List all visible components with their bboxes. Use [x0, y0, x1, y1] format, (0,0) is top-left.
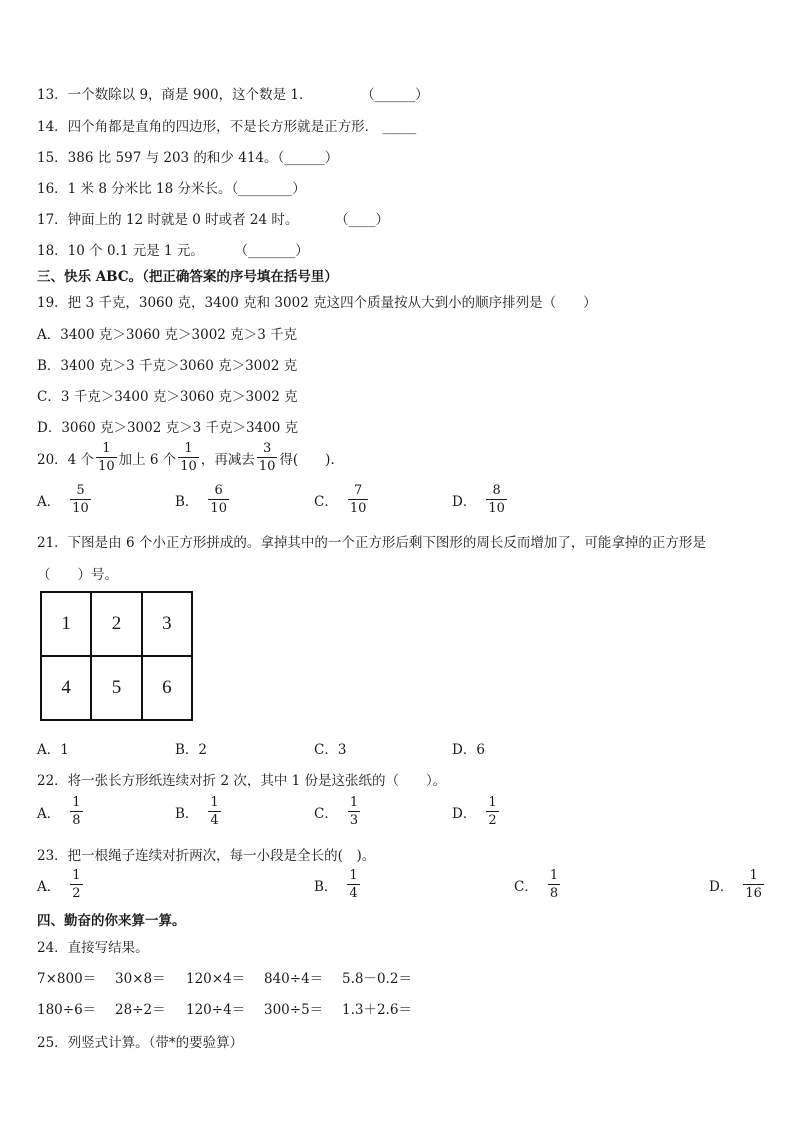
calc-item: 28÷2＝ — [115, 1002, 166, 1018]
question-20-stem — [37, 442, 335, 473]
question-17-text: 17．钟面上的 12 时就是 0 时或者 24 时。 — [37, 212, 299, 228]
question-18 — [37, 239, 309, 259]
question-21-option-c[interactable]: C．3 — [314, 742, 347, 758]
question-18-text: 18．10 个 0.1 元是 1 元。 — [37, 243, 204, 259]
question-25-stem: 25．列竖式计算。（带*的要验算） — [37, 1035, 244, 1051]
question-14 — [37, 115, 416, 135]
question-13-text: 13．一个数除以 9，商是 900，这个数是 1． — [37, 87, 313, 103]
square-1: 1 — [41, 592, 91, 656]
question-18-answer-blank[interactable]: （_______） — [234, 243, 309, 259]
square-5: 5 — [91, 656, 141, 720]
question-14-answer-blank[interactable]: _____ — [382, 119, 417, 135]
question-22-option-c[interactable]: C． $\frac{1}{3}$ — [314, 795, 359, 828]
question-19-option-a[interactable]: A．3400 克＞3060 克＞3002 克＞3 千克 — [37, 327, 298, 343]
question-23-option-d[interactable]: D． $\frac{1}{16}$ — [709, 868, 762, 901]
question-17 — [37, 208, 389, 228]
question-24-stem: 24．直接写结果。 — [37, 940, 149, 956]
question-13-answer-blank[interactable]: （______） — [361, 87, 429, 103]
question-23-option-b[interactable]: B． $\frac{1}{4}$ — [314, 868, 358, 901]
calc-item: 300÷5＝ — [264, 1002, 324, 1018]
question-15 — [37, 146, 338, 166]
question-20-text-part: 加上 6 个 — [118, 451, 177, 468]
section-4-heading: 四、勤奋的你来算一算。 — [37, 913, 186, 929]
question-23-stem: 23．把一根绳子连续对折两次，每一小段是全长的( )。 — [37, 848, 376, 864]
section-3-heading: 三、快乐 ABC。（把正确答案的序号填在括号里） — [37, 269, 338, 285]
question-21-stem-line-1: 21．下图是由 6 个小正方形拼成的。拿掉其中的一个正方形后剩下图形的周长反而增加了，可能拿掉的正方形是 — [37, 535, 706, 551]
question-23-option-c[interactable]: C． $\frac{1}{8}$ — [514, 868, 559, 901]
question-15-text: 15．386 比 597 与 203 的和少 414。 — [37, 150, 278, 166]
question-20-text-part: 得( ). — [279, 451, 335, 468]
question-22-option-d[interactable]: D． $\frac{1}{2}$ — [452, 795, 497, 828]
six-square-figure — [40, 591, 193, 721]
square-3: 3 — [142, 592, 192, 656]
square-6: 6 — [142, 656, 192, 720]
question-20-option-b[interactable]: B． $\frac{6}{10}$ — [175, 483, 227, 516]
question-19-option-b[interactable]: B．3400 克＞3 千克＞3060 克＞3002 克 — [37, 358, 298, 374]
question-21-option-d[interactable]: D．6 — [452, 742, 485, 758]
question-16-text: 16．1 米 8 分米比 18 分米长。 — [37, 181, 232, 197]
question-15-answer-blank[interactable]: （______） — [277, 150, 339, 166]
calc-item: 30×8＝ — [115, 971, 166, 987]
calc-item: 5.8－0.2＝ — [342, 971, 412, 987]
question-19-stem: 19．把 3 千克，3060 克，3400 克和 3002 克这四个质量按从大到小的顺序排列是（ ） — [37, 295, 597, 311]
question-21-stem-line-2: （ ）号。 — [37, 567, 118, 583]
question-20-option-c[interactable]: C． $\frac{7}{10}$ — [314, 483, 367, 516]
square-4: 4 — [41, 656, 91, 720]
question-22-option-b[interactable]: B． $\frac{1}{4}$ — [175, 795, 219, 828]
question-22-stem: 22．将一张长方形纸连续对折 2 次，其中 1 份是这张纸的（ ）。 — [37, 773, 447, 789]
question-16 — [37, 177, 306, 197]
calc-item: 1.3＋2.6＝ — [342, 1002, 412, 1018]
fraction: $\frac{3}{10}$ — [258, 441, 276, 474]
calc-item: 7×800＝ — [37, 971, 97, 987]
question-13 — [37, 83, 429, 103]
question-20-option-a[interactable]: A． $\frac{5}{10}$ — [37, 483, 89, 516]
question-20-text-part: ，再减去 — [200, 451, 255, 468]
question-20-text-part: 20．4 个 — [37, 451, 95, 468]
calc-item: 840÷4＝ — [264, 971, 324, 987]
question-14-text: 14．四个角都是直角的四边形，不是长方形就是正方形． — [37, 119, 379, 135]
calc-item: 120÷4＝ — [186, 1002, 246, 1018]
square-2: 2 — [91, 592, 141, 656]
question-17-answer-blank[interactable]: （____） — [334, 212, 389, 228]
question-19-option-c[interactable]: C．3 千克＞3400 克＞3060 克＞3002 克 — [37, 389, 298, 405]
question-16-answer-blank[interactable]: （________） — [231, 181, 306, 197]
question-19-option-d[interactable]: D．3060 克＞3002 克＞3 千克＞3400 克 — [37, 420, 299, 436]
calc-item: 180÷6＝ — [37, 1002, 97, 1018]
fraction: $\frac{1}{10}$ — [98, 441, 115, 474]
question-20-option-d[interactable]: D． $\frac{8}{10}$ — [452, 483, 505, 516]
question-23-option-a[interactable]: A． $\frac{1}{2}$ — [37, 868, 81, 901]
calc-item: 120×4＝ — [186, 971, 246, 987]
question-21-option-a[interactable]: A．1 — [37, 742, 69, 758]
question-22-option-a[interactable]: A． $\frac{1}{8}$ — [37, 795, 81, 828]
fraction: $\frac{1}{10}$ — [180, 441, 197, 474]
question-21-option-b[interactable]: B．2 — [175, 742, 208, 758]
